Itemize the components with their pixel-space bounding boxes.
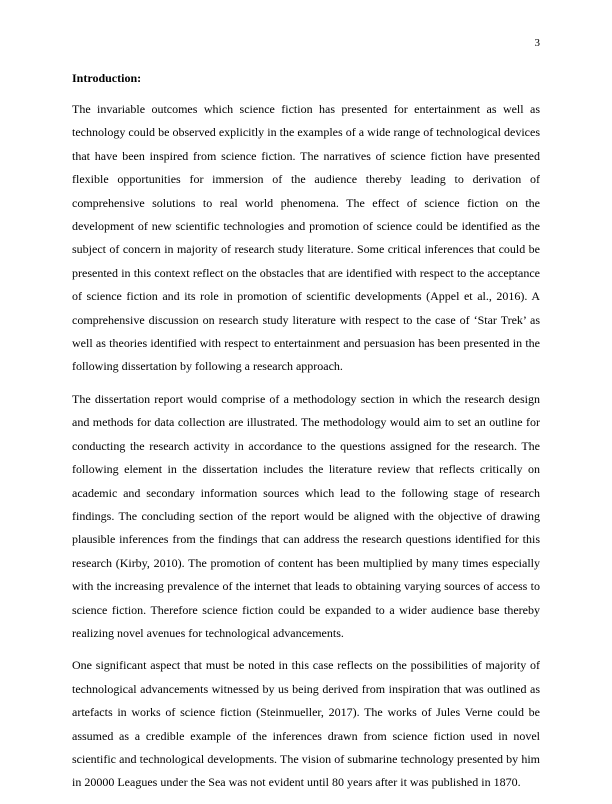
page-number: 3	[534, 37, 540, 49]
paragraph-2: The dissertation report would comprise of a methodology section in which the research design and methods for data collection are illustrated. The methodology would aim to set an outline for conducting the research activity in accordance to the questions assigned for the research. The following element in the dissertation includes the literature review that reflects critically on academic and secondary information sources which lead to the following stage of research findings. The concluding section of the report would be aligned with the objective of drawing plausible inferences from the findings that can address the research questions identified for this research (Kirby, 2010). The promotion of content has been multiplied by many times especially with the increasing prevalence of the internet that leads to obtaining varying sources of access to science fiction. Therefore science fiction could be expanded to a wider audience base thereby realizing novel avenues for technological advancements.	[72, 391, 540, 640]
paragraph-1: The invariable outcomes which science fiction has presented for entertainment as well as technology could be observed explicitly in the examples of a wide range of technological devices that have been inspired from science fiction. The narratives of science fiction have presented flexible opportunities for immersion of the audience thereby leading to derivation of comprehensive solutions to real world phenomena. The effect of science fiction on the development of new scientific technologies and promotion of science could be identified as the subject of concern in majority of research study literature. Some critical inferences that could be presented in this context reflect on the obstacles that are identified with respect to the acceptance of science fiction and its role in promotion of scientific developments (Appel et al., 2016). A comprehensive discussion on research study literature with respect to the case of ‘Star Trek’ as well as theories identified with respect to entertainment and persuasion has been presented in the following dissertation by following a research approach.	[72, 102, 540, 374]
paragraph-3: One significant aspect that must be noted in this case reflects on the possibilities of majority of technological advancements witnessed by us being derived from inspiration that was outlined as artefacts in works of science fiction (Steinmueller, 2017). The works of Jules Verne could be assumed as a credible example of the inferences drawn from science fiction used in novel scientific and technological developments. The vision of submarine technology presented by him in 20000 Leagues under the Sea was not evident until 80 years after it was published in 1870.	[72, 658, 540, 790]
document-body	[72, 70, 540, 804]
section-heading: Introduction:	[72, 71, 142, 85]
